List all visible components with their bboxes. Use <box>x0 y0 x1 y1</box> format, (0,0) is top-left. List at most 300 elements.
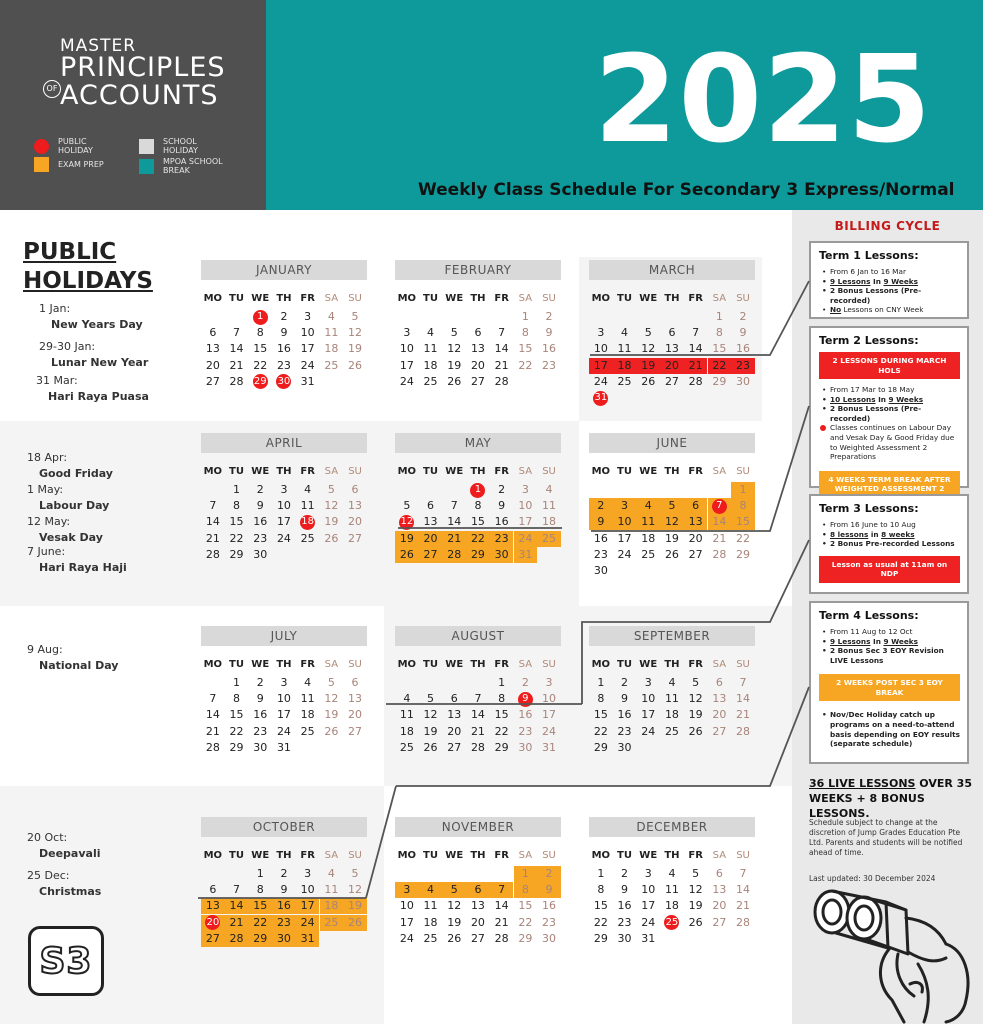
day-number: 14 <box>229 899 244 913</box>
weekday-row <box>395 850 561 864</box>
day-cell <box>395 498 419 514</box>
day-number: 1 <box>233 676 241 689</box>
day-number: 22 <box>253 915 268 929</box>
day-number: 4 <box>668 676 676 689</box>
day-cell <box>466 898 490 914</box>
weekday-label: TU <box>229 466 244 477</box>
weekday-label: TH <box>470 466 486 477</box>
day-number: 18 <box>324 899 339 913</box>
day-cell <box>248 325 272 341</box>
day-number: 29 <box>229 547 244 561</box>
weekday-label: FR <box>494 659 509 670</box>
day-number: 13 <box>348 692 363 706</box>
day-cell <box>248 740 272 756</box>
day-number: 6 <box>715 676 723 689</box>
day-number: 17 <box>300 342 315 356</box>
day-number: 19 <box>688 708 703 722</box>
day-cell <box>466 915 490 931</box>
day-cell <box>708 915 732 931</box>
day-cell <box>684 341 708 357</box>
legend-public-holiday <box>34 137 122 155</box>
day-number: 22 <box>494 724 509 738</box>
day-cell <box>395 374 419 390</box>
day-cell <box>731 882 755 898</box>
day-number: 11 <box>664 883 679 897</box>
day-number: 12 <box>688 692 703 706</box>
day-cell <box>395 882 419 898</box>
day-cell <box>296 374 320 390</box>
day-number: 27 <box>205 931 220 945</box>
day-number: 16 <box>494 515 509 529</box>
day-number: 17 <box>276 515 291 529</box>
day-number: 13 <box>688 515 703 529</box>
day-number: 26 <box>324 724 339 738</box>
day-cell <box>490 547 514 563</box>
day-cell <box>514 325 538 341</box>
day-number: 25 <box>300 724 315 738</box>
month-october <box>201 817 367 945</box>
day-cell-public-holiday <box>395 514 419 530</box>
day-number: 20 <box>205 915 220 930</box>
day-number: 12 <box>447 342 462 356</box>
day-number: 29 <box>712 374 727 388</box>
day-cell <box>636 866 660 882</box>
day-number: 13 <box>470 342 485 356</box>
day-cell <box>537 931 561 947</box>
day-cell <box>419 691 443 707</box>
day-cell <box>731 915 755 931</box>
day-number: 2 <box>256 483 264 496</box>
day-number: 2 <box>256 676 264 689</box>
day-cell <box>514 724 538 740</box>
day-cell <box>201 724 225 740</box>
day-number: 30 <box>276 374 291 389</box>
day-number: 11 <box>423 899 438 913</box>
weekday-label: FR <box>494 850 509 861</box>
day-number: 27 <box>447 740 462 754</box>
day-cell <box>419 707 443 723</box>
day-cell <box>419 514 443 530</box>
day-number: 20 <box>470 915 485 929</box>
day-number: 18 <box>399 724 414 738</box>
day-number: 3 <box>280 483 288 496</box>
day-cell <box>660 374 684 390</box>
day-cell <box>613 898 637 914</box>
day-number: 19 <box>348 342 363 356</box>
day-cell <box>201 931 225 947</box>
day-cell <box>225 547 249 563</box>
day-cell <box>225 915 249 931</box>
day-number: 3 <box>545 676 553 689</box>
day-cell <box>466 547 490 563</box>
day-number: 23 <box>593 547 608 561</box>
day-number: 20 <box>712 708 727 722</box>
term2-lessons: • 10 Lessons In 9 Weeks <box>819 395 960 405</box>
day-cell <box>272 514 296 530</box>
day-cell <box>514 358 538 374</box>
term3-ndp-banner: Lesson as usual at 11am on NDP <box>819 556 960 583</box>
day-cell-public-holiday <box>201 915 225 931</box>
s3-badge: S3 <box>28 926 104 996</box>
day-number: 12 <box>664 515 679 529</box>
day-cell <box>296 358 320 374</box>
day-number: 23 <box>518 724 533 738</box>
day-number: 13 <box>712 692 727 706</box>
day-cell <box>589 498 613 514</box>
day-number: 28 <box>205 740 220 754</box>
day-cell <box>466 531 490 547</box>
day-cell <box>442 882 466 898</box>
weekday-label: WE <box>639 850 658 861</box>
day-number: 13 <box>348 499 363 513</box>
day-cell <box>613 547 637 563</box>
day-cell <box>708 724 732 740</box>
term3-lessons: • 8 lessons in 8 weeks <box>819 530 960 540</box>
weekday-label: TH <box>276 850 292 861</box>
day-number: 24 <box>276 724 291 738</box>
day-number: 19 <box>688 899 703 913</box>
day-cell <box>343 531 367 547</box>
day-cell <box>320 514 344 530</box>
weekday-label: TU <box>617 850 632 861</box>
day-number: 4 <box>327 867 335 880</box>
day-cell <box>248 547 272 563</box>
day-cell <box>225 898 249 914</box>
day-number: 21 <box>205 531 220 545</box>
day-cell <box>395 898 419 914</box>
weekday-label: MO <box>203 466 223 477</box>
day-number: 14 <box>229 342 244 356</box>
day-cell <box>537 341 561 357</box>
holiday-entry <box>39 302 143 332</box>
day-cell <box>589 547 613 563</box>
day-number: 6 <box>450 692 458 706</box>
day-number: 19 <box>324 708 339 722</box>
day-cell <box>466 374 490 390</box>
weekday-label: MO <box>591 659 611 670</box>
weekday-label: TU <box>617 293 632 304</box>
day-number: 29 <box>593 931 608 945</box>
day-number: 17 <box>518 515 533 529</box>
day-number: 24 <box>300 915 315 929</box>
day-cell <box>660 898 684 914</box>
day-cell <box>537 675 561 691</box>
day-cell <box>343 882 367 898</box>
day-number: 8 <box>715 326 723 340</box>
day-number: 22 <box>229 531 244 545</box>
day-cell <box>442 341 466 357</box>
public-holidays-title-line2: HOLIDAYS <box>23 268 153 294</box>
day-number: 4 <box>427 883 435 897</box>
day-cell <box>320 482 344 498</box>
day-number: 8 <box>521 326 529 340</box>
day-cell <box>684 898 708 914</box>
weekday-label: WE <box>251 466 270 477</box>
term1-bonus: • 2 Bonus Lessons (Pre-recorded) <box>819 286 960 305</box>
day-cell <box>708 514 732 530</box>
day-number: 24 <box>276 531 291 545</box>
day-number: 27 <box>470 374 485 388</box>
term3-bonus: • 2 Bonus Pre-recorded Lessons <box>819 539 960 549</box>
day-cell <box>613 707 637 723</box>
day-number: 4 <box>644 499 652 513</box>
month-header: APRIL <box>201 433 367 453</box>
term3-dates: • From 16 June to 10 Aug <box>819 520 960 530</box>
weekday-label: WE <box>251 850 270 861</box>
day-number: 25 <box>300 531 315 545</box>
day-number: 16 <box>736 342 751 356</box>
day-cell <box>589 341 613 357</box>
weekday-label: MO <box>203 850 223 861</box>
day-cell <box>225 374 249 390</box>
day-number: 7 <box>712 499 727 514</box>
holiday-entry <box>27 869 101 899</box>
day-number: 3 <box>304 310 312 323</box>
day-cell <box>537 740 561 756</box>
day-number: 26 <box>688 724 703 738</box>
day-cell <box>490 882 514 898</box>
day-number: 26 <box>348 358 363 372</box>
day-cell-public-holiday <box>248 309 272 325</box>
day-number: 13 <box>664 342 679 356</box>
day-cell <box>708 531 732 547</box>
day-number: 2 <box>621 676 629 689</box>
day-number: 22 <box>253 358 268 372</box>
day-number: 19 <box>664 531 679 545</box>
day-number: 12 <box>447 899 462 913</box>
day-cell <box>613 915 637 931</box>
day-cell <box>490 498 514 514</box>
day-cell <box>731 531 755 547</box>
day-number: 12 <box>348 883 363 897</box>
day-cell <box>537 482 561 498</box>
day-cell <box>466 498 490 514</box>
day-number: 28 <box>229 374 244 388</box>
day-number: 9 <box>518 692 533 707</box>
day-number: 1 <box>597 676 605 689</box>
day-cell <box>514 482 538 498</box>
day-number: 23 <box>736 358 751 372</box>
day-number: 22 <box>736 531 751 545</box>
weekday-label: TH <box>664 293 680 304</box>
day-cell <box>589 915 613 931</box>
day-number: 17 <box>641 899 656 913</box>
day-number: 8 <box>256 883 264 897</box>
day-cell <box>296 898 320 914</box>
day-cell <box>660 675 684 691</box>
day-cell <box>343 514 367 530</box>
day-number: 26 <box>399 547 414 561</box>
day-number: 5 <box>692 676 700 689</box>
day-cell <box>320 531 344 547</box>
day-cell <box>514 740 538 756</box>
day-number: 19 <box>348 899 363 913</box>
day-number: 8 <box>256 326 264 340</box>
day-cell <box>466 341 490 357</box>
day-cell <box>419 915 443 931</box>
day-cell <box>708 675 732 691</box>
day-cell <box>660 514 684 530</box>
day-cell <box>343 482 367 498</box>
day-cell <box>395 358 419 374</box>
day-cell <box>395 325 419 341</box>
day-number: 23 <box>542 915 557 929</box>
day-cell <box>466 931 490 947</box>
weekday-label: TU <box>229 293 244 304</box>
day-number: 10 <box>617 515 632 529</box>
day-cell <box>395 341 419 357</box>
holiday-date: 29-30 Jan: <box>39 340 96 353</box>
holiday-name: New Years Day <box>51 318 143 331</box>
month-july <box>201 626 367 754</box>
day-cell <box>490 531 514 547</box>
weekday-label: WE <box>445 659 464 670</box>
day-cell <box>731 309 755 325</box>
term4-card <box>809 601 969 764</box>
day-cell <box>442 358 466 374</box>
day-number: 20 <box>447 724 462 738</box>
day-number: 10 <box>300 326 315 340</box>
day-number: 30 <box>736 374 751 388</box>
day-cell <box>343 498 367 514</box>
day-cell <box>272 740 296 756</box>
day-cell <box>537 358 561 374</box>
day-number: 21 <box>229 915 244 929</box>
day-number: 27 <box>348 724 363 738</box>
day-cell <box>613 341 637 357</box>
day-cell <box>272 707 296 723</box>
weekday-label: FR <box>688 466 703 477</box>
day-number: 5 <box>327 483 335 496</box>
legend-label-mpoa-break: MPOA SCHOOL BREAK <box>163 157 223 175</box>
weekday-label: TH <box>664 850 680 861</box>
weekday-label: FR <box>688 659 703 670</box>
weekday-row <box>589 293 755 307</box>
day-number: 28 <box>736 724 751 738</box>
day-cell <box>514 882 538 898</box>
day-number: 9 <box>256 692 264 706</box>
day-cell <box>442 740 466 756</box>
day-cell-public-holiday <box>660 915 684 931</box>
day-cell <box>589 707 613 723</box>
day-number: 3 <box>644 867 652 880</box>
day-number: 25 <box>664 915 679 930</box>
holiday-name: Hari Raya Puasa <box>48 390 149 403</box>
day-cell <box>442 547 466 563</box>
month-header: MAY <box>395 433 561 453</box>
day-cell <box>320 691 344 707</box>
day-cell <box>731 482 755 498</box>
legend-school-holiday <box>139 137 227 155</box>
day-cell <box>589 882 613 898</box>
day-number: 5 <box>692 867 700 880</box>
day-cell <box>613 498 637 514</box>
day-number: 8 <box>597 692 605 706</box>
day-number: 3 <box>597 326 605 340</box>
day-cell <box>272 358 296 374</box>
day-cell <box>731 341 755 357</box>
day-number: 30 <box>518 740 533 754</box>
day-cell <box>296 915 320 931</box>
day-number: 19 <box>447 915 462 929</box>
day-number: 6 <box>209 326 217 340</box>
day-cell <box>343 675 367 691</box>
weekday-label: TH <box>470 659 486 670</box>
day-number: 5 <box>351 867 359 880</box>
month-header: DECEMBER <box>589 817 755 837</box>
day-cell <box>343 691 367 707</box>
weekday-label: SU <box>542 466 556 477</box>
day-number: 17 <box>399 915 414 929</box>
day-cell <box>708 691 732 707</box>
day-number: 4 <box>403 692 411 706</box>
day-cell <box>272 325 296 341</box>
day-cell <box>395 531 419 547</box>
month-header: FEBRUARY <box>395 260 561 280</box>
day-cell <box>589 374 613 390</box>
weekday-label: MO <box>591 850 611 861</box>
day-cell <box>589 531 613 547</box>
day-cell <box>320 498 344 514</box>
weekday-label: SU <box>348 293 362 304</box>
weekday-label: TU <box>423 850 438 861</box>
weekday-row <box>589 850 755 864</box>
day-cell <box>248 898 272 914</box>
day-number: 1 <box>470 483 485 498</box>
day-number: 23 <box>617 915 632 929</box>
day-cell <box>589 740 613 756</box>
day-cell <box>613 374 637 390</box>
holiday-date: 25 Dec: <box>27 869 70 882</box>
day-number: 22 <box>518 358 533 372</box>
day-number: 14 <box>494 342 509 356</box>
weekday-label: FR <box>688 850 703 861</box>
term3-title: Term 3 Lessons: <box>819 502 919 515</box>
day-cell <box>660 325 684 341</box>
day-cell <box>419 931 443 947</box>
day-number: 11 <box>324 326 339 340</box>
day-cell <box>248 341 272 357</box>
day-cell <box>490 675 514 691</box>
day-cell <box>225 325 249 341</box>
day-cell <box>419 325 443 341</box>
day-number: 12 <box>324 692 339 706</box>
day-number: 26 <box>423 740 438 754</box>
day-number: 11 <box>423 342 438 356</box>
day-number: 30 <box>542 931 557 945</box>
day-cell <box>419 341 443 357</box>
day-number: 25 <box>617 374 632 388</box>
day-number: 4 <box>545 483 553 496</box>
day-number: 9 <box>621 883 629 897</box>
day-cell <box>419 498 443 514</box>
day-cell <box>225 514 249 530</box>
day-cell <box>613 358 637 374</box>
day-number: 15 <box>518 899 533 913</box>
weekday-label: SU <box>736 659 750 670</box>
term2-classes-note: Classes continues on Labour Day and Vesak Day & Good Friday due to Weighted Assessment 2 Preparations <box>819 423 960 461</box>
day-number: 3 <box>403 326 411 340</box>
day-cell <box>684 514 708 530</box>
day-cell <box>225 341 249 357</box>
day-cell <box>731 514 755 530</box>
day-cell <box>684 882 708 898</box>
weekday-label: SA <box>518 850 533 861</box>
day-number: 11 <box>324 883 339 897</box>
day-cell <box>466 358 490 374</box>
day-cell <box>537 898 561 914</box>
weekday-label: FR <box>300 850 315 861</box>
